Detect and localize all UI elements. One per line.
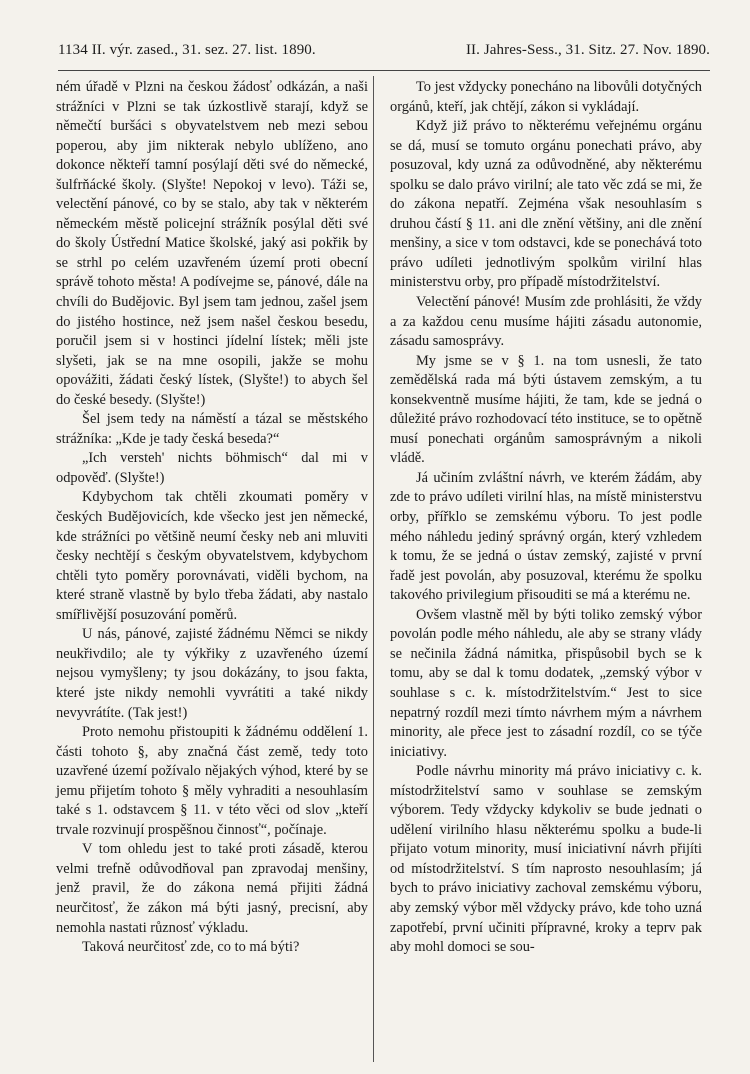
paragraph: U nás, pánové, zajisté žádnému Němci se nikdy neukřivdilo; ale ty výkřiky z uzavřeného území nejsou vymyšleny; ty jsou dokázány, to jsou fakta, které jste nikdy nemohli vyvrátiti a také nikdy nevyvrátíte. (Tak jest!)	[56, 626, 368, 721]
paragraph: Ovšem vlastně měl by býti toliko zemský výbor povolán podle mého náhledu, ale aby se strany vlády se nečinila žádná námitka, přispůsobil bych se k tomu, aby se dal k tomu dodatek, „zemský výbor v souhlase s c. k. místodržitelstvím.“ Jest to sice nepatrný rozdíl mezi tímto návrhem mým a návrhem minority, ale přece jest to zásadní rozdíl, co se týče iniciativy.	[390, 606, 702, 760]
paragraph: Podle návrhu minority má právo iniciativy c. k. místodržitelství samo v souhlase se zemským výborem. Tedy vždycky kdykoliv se bude jednati o udělení virilního hlasu některému spolku a bude-li přijato votum minority, musí iniciativní návrh přijíti od místodržitelství. S tím naprosto nesouhlasím; já bych to právo iniciativy zachoval zemskému výboru, aby zemský výbor měl vždycky právo, kde toho uzná zapotřebí, první učiniti přípravné, kroky a teprv pak aby mohl domoci se sou-	[390, 763, 702, 956]
paragraph: Když již právo to některému veřejnému orgánu se dá, musí se tomuto orgánu ponechati právo, aby posuzoval, kdy uzná za odůvodněné, aby některému spolku se dalo právo virilní; ale tato věc zdá se mi, že do zákona nepatří. Zejména však nesouhlasím s druhou částí § 11. ani dle znění většiny, ani dle znění menšiny, a sice v tom odstavci, kde se ponechává toto právo udíleti jednotlivým spolkům virilní hlas ministerstvu orby, pro případě místodržitelství.	[390, 118, 702, 291]
left-column	[56, 78, 368, 958]
paragraph: Velectění pánové! Musím zde prohlásiti, že vždy a za každou cenu musíme hájiti zásadu autonomie, zásadu samosprávy.	[390, 294, 702, 350]
paragraph: Já učiním zvláštní návrh, ve kterém žádám, aby zde to právo udíleti virilní hlas, na místě ministerstvu orby, přířklo se zemskému výboru. To jest podle mého náhledu jediný správný orgán, který vzhledem k tomu, že se jedná o ústav zemský, zajisté v první řadě jest povolán, aby posuzoval, kterému že spolku takového privilegium přisouditi se má a kterému ne.	[390, 469, 702, 604]
right-column	[390, 78, 702, 958]
page-header	[58, 42, 710, 68]
paragraph: V tom ohledu jest to také proti zásadě, kterou velmi trefně odůvodňoval pan zpravodaj menšiny, jenž pravil, že do zákona nemá přijiti žádná neurčitosť, že zákon má býti jasný, precisní, aby nemohla nastati různosť výkladu.	[56, 841, 368, 936]
paragraph: Proto nemohu přistoupiti k žádnému oddělení 1. části tohoto §, aby značná část země, tedy toto uzavřené území požívalo nějakých výhod, které by se jemu přijetím tohoto § měly vyhraditi a nesouhlasím také s 1. odstavcem § 11. v této věci od slov „kteří trvale rozvinují prospěšnou činnosť“, počínaje.	[56, 724, 368, 838]
paragraph: To jest vždycky ponecháno na libovůli dotyčných orgánů, kteří, jak chtějí, zákon si vykládají.	[390, 79, 702, 115]
column-divider	[373, 76, 374, 1062]
paragraph: Taková neurčitosť zde, co to má býti?	[82, 939, 300, 956]
paragraph: My jsme se v § 1. na tom usnesli, že tato zemědělská rada má býti ústavem zemským, a tu konsekventně musíme hájiti, že tam, kde se jedná o důležité právo rozhodovací této instituce, se to opětně musí ponechati orgánům samosprávným a nikoli vládě.	[390, 352, 702, 467]
header-right: II. Jahres-Sess., 31. Sitz. 27. Nov. 1890.	[465, 42, 710, 58]
paragraph: Šel jsem tedy na náměstí a tázal se městského strážníka: „Kde je tady česká beseda?“	[56, 411, 368, 447]
paragraph: Kdybychom tak chtěli zkoumati poměry v českých Budějovicích, kde všecko jest jen německé, kde strážníci po většině neumí česky neb ani mluviti česky nechtějí s českým obyvatelstvem, kdybychom chtěli tyto poměry porovnávati, viděli bychom, na které straně vlastně by bylo třeba žádati, aby nastalo smířlivější posuzování poměrů.	[56, 489, 368, 623]
paragraph: ném úřadě v Plzni na českou žádosť odkázán, a naši strážníci v Plzni se tak úzkostlivě starají, když se němečtí buršáci s obyvatelstvem neb mezi sebou poperou, aby jim nikterak nebylo ublíženo, ano dokonce někteří tamní posýlají děti své do německé, šulfrňácké školy. (Slyšte! Nepokoj v levo). Táži se, velectění pánové, co by se stalo, aby tak v některém německém městě policejní strážník posýlal děti své do školy Ústřední Matice školské, jaký asi pokřik by se strhl po celém uzavřeném území proti obecní správě tohoto města! A podívejme se, pánové, dále na chvíli do Budějovic. Byl jsem tam jednou, zašel jsem do jistého hostince, než jsem našel českou besedu, poručil jsem si v hostinci jídelní lístek; měli jste slyšeti, jak se na mne osopili, jakže se mohu opovážiti, žádati český lístek, (Slyšte!) to abych šel do české besedy. (Slyšte!)	[56, 79, 368, 408]
paragraph: „Ich versteh' nichts böhmisch“ dal mi v odpověď. (Slyšte!)	[56, 450, 368, 486]
header-left: 1134 II. výr. zased., 31. sez. 27. list. 1890.	[58, 42, 316, 58]
header-rule	[58, 70, 710, 71]
